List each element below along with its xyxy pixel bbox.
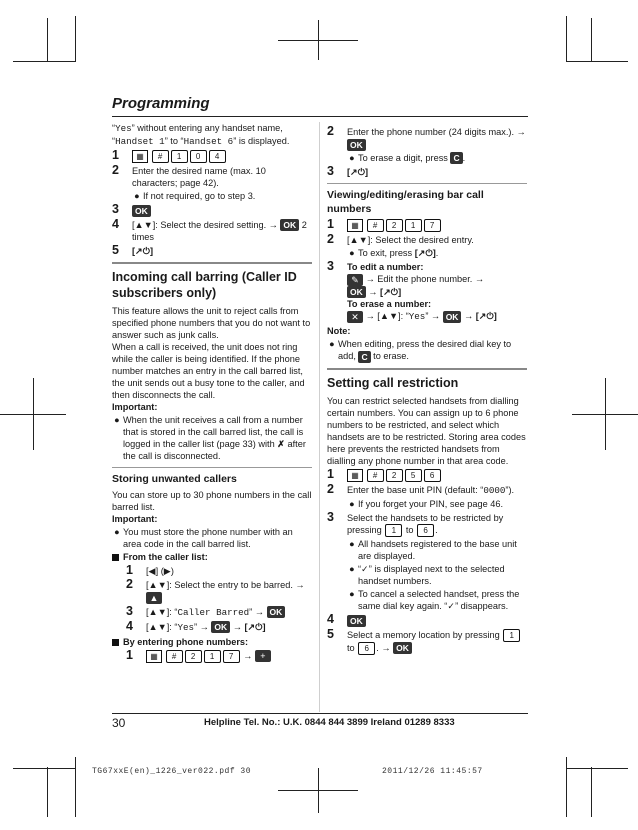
crop-mark — [566, 16, 567, 61]
v-step-1: 1 ▦ # 2 1 7 — [327, 219, 527, 232]
sr-step-1: 1 ▦ # 2 5 6 — [327, 469, 527, 482]
dial-key: 1 — [204, 650, 221, 663]
barred-icon: ✗ — [277, 439, 285, 450]
header-rule — [112, 116, 528, 117]
step-1: 1 ▦ # 1 0 4 — [112, 150, 312, 163]
bullet: ● To cancel a selected handset, press the same dial key again. “✓” disappears. — [349, 589, 520, 611]
dial-key: 2 — [386, 219, 403, 232]
section-title-restriction: Setting call restriction — [327, 375, 459, 390]
bullet: ● To erase a digit, press C . — [349, 152, 466, 164]
off-key: [↗⏻] — [414, 248, 436, 259]
ok-key: OK — [267, 606, 286, 618]
save-icon: ▲ — [146, 592, 162, 604]
crop-mark — [591, 767, 592, 817]
step-4: 4 [▲▼]: Select the desired setting. → OK 2 times — [112, 216, 307, 243]
dial-key: 1 — [405, 219, 422, 232]
ok-key: OK — [347, 615, 366, 627]
crop-mark — [75, 16, 76, 61]
step-2: 2 Enter the desired name (max. 10 characters; page 42). ● If not required, go to step 3. — [112, 165, 312, 202]
r-step-3: 3 [↗⏻] — [327, 164, 369, 179]
section-title-viewing: Viewing/editing/erasing bar call numbers — [327, 189, 484, 216]
v-step-2: 2 [▲▼]: Select the desired entry. ● To exit, press [↗⏻]. — [327, 234, 527, 259]
erase-icon: ✕ — [347, 311, 363, 323]
bullet: ● If not required, go to step 3. — [134, 191, 256, 202]
bullet: ● If you forget your PIN, see page 46. — [349, 498, 504, 509]
ok-key: OK — [347, 286, 366, 298]
subheading-by-entering: By entering phone numbers: — [112, 636, 312, 648]
ok-key: OK — [393, 642, 412, 654]
note-label: Note: — [327, 326, 351, 337]
crop-mark — [318, 20, 319, 60]
dial-key: 7 — [424, 219, 441, 232]
crop-mark — [566, 61, 628, 62]
section-rule — [327, 183, 527, 184]
sr-step-2: 2 Enter the base unit PIN (default: “0000”). ● If you forget your PIN, see page 46. — [327, 484, 527, 510]
dial-key: # — [367, 469, 384, 482]
ok-key: OK — [280, 219, 299, 231]
fc-step-4: 4 [▲▼]: “Yes” → OK → [↗⏻] — [126, 618, 266, 633]
sr-step-3: 3 Select the handsets to be restricted by pressing 1 to 6 . ● All handsets registered to the base unit are displayed. ● “✓” is displayed next to the selected handset numbers. ● To cancel a selected handset, press the same dial key again. “✓” disappears. — [327, 512, 527, 612]
menu-icon: ▦ — [347, 469, 363, 482]
step-3: 3 OK — [112, 204, 312, 217]
fc-step-1: 1 [◀] (▶) — [126, 563, 174, 578]
menu-icon: ▦ — [146, 650, 162, 663]
bullet: ● To exit, press [↗⏻]. — [349, 248, 439, 259]
section-rule — [112, 467, 312, 468]
menu-icon: ▦ — [132, 150, 148, 163]
crop-mark — [47, 18, 48, 62]
crop-mark — [605, 378, 606, 450]
dial-key: 5 — [405, 469, 422, 482]
dial-key: 6 — [417, 524, 434, 537]
storing-paragraph: You can store up to 30 phone numbers in the call barred list. — [112, 490, 312, 513]
incoming-paragraph-2: When a call is received, the unit does not ring while the caller is being identified. If the phone number matches an entry in the call barred list, the unit sends out a busy tone to the caller, and then disconnects the call. — [112, 342, 305, 401]
dial-key: 6 — [424, 469, 441, 482]
left-column — [112, 122, 312, 665]
footer-rule — [112, 713, 528, 714]
clear-key: C — [358, 351, 370, 363]
subheading-from-caller: From the caller list: — [112, 551, 312, 563]
edit-icon: ✎ — [347, 274, 363, 286]
bullet: ● “✓” is displayed next to the selected handset numbers. — [349, 564, 505, 586]
dial-key: 7 — [223, 650, 240, 663]
step-5: 5 [↗⏻] — [112, 243, 154, 258]
bullet: ● You must store the phone number with an area code in the call barred list. — [114, 527, 293, 550]
bullet: ● When the unit receives a call from a number that is stored in the call barred list, the call is logged in the caller list (page 33) with ✗ after the call is disconnected. — [114, 415, 306, 462]
sr-step-5: 5 Select a memory location by pressing 1 to 6 . → OK — [327, 629, 527, 655]
incoming-paragraph: This feature allows the unit to reject calls from specified phone numbers that you do not want to answer such as junk calls. — [112, 306, 311, 341]
intro-text: “Yes” without entering any handset name, “Handset 1” to “Handset 6” is displayed. — [112, 123, 290, 147]
crop-mark — [13, 61, 76, 62]
crop-mark — [566, 757, 567, 817]
important-label: Important: — [112, 402, 158, 413]
ok-key: OK — [132, 205, 151, 217]
dial-key: 1 — [171, 150, 188, 163]
add-icon: + — [255, 650, 271, 662]
dial-key: 2 — [185, 650, 202, 663]
fc-step-2: 2 [▲▼]: Select the entry to be barred. → ▲ — [126, 577, 305, 603]
ok-key: OK — [443, 311, 462, 323]
dial-key: # — [152, 150, 169, 163]
section-title-storing: Storing unwanted callers — [112, 473, 237, 486]
dial-key: 0 — [190, 150, 207, 163]
off-key: [↗⏻] — [475, 311, 497, 322]
section-title-incoming: Incoming call barring (Caller ID subscribers only) — [112, 270, 297, 301]
menu-icon: ▦ — [347, 219, 363, 232]
file-info: TG67xxE(en)_1226_ver022.pdf 30 — [92, 767, 252, 776]
dial-key: 4 — [209, 150, 226, 163]
dial-key: # — [367, 219, 384, 232]
dial-key: 2 — [386, 469, 403, 482]
crop-mark — [33, 378, 34, 450]
crop-mark — [591, 18, 592, 62]
crop-mark — [318, 768, 319, 813]
be-step-1: 1 ▦ # 2 1 7 → + — [126, 650, 312, 663]
section-rule — [327, 368, 527, 370]
restriction-paragraph: You can restrict selected handsets from dialling certain numbers. You can assign up to 6 phone numbers to be restricted, and select which handsets are to be restricted. Storing area codes here prevents the restricted handsets from dialling any phone number in that area code. — [327, 395, 526, 466]
important-label: Important: — [112, 514, 158, 525]
right-column — [327, 124, 527, 657]
ok-key: OK — [211, 621, 230, 633]
column-divider — [319, 122, 320, 712]
ok-key: OK — [347, 139, 366, 151]
crop-mark — [566, 768, 628, 769]
r-step-2: 2 Enter the phone number (24 digits max.). → OK ● To erase a digit, press C . — [327, 124, 526, 164]
date-info: 2011/12/26 11:45:57 — [382, 767, 483, 776]
dial-key: # — [166, 650, 183, 663]
crop-mark — [75, 757, 76, 817]
off-key: [↗⏻] — [347, 167, 369, 178]
dial-key: 1 — [503, 629, 520, 642]
fc-step-3: 3 [▲▼]: “Caller Barred” → OK — [126, 606, 312, 619]
dial-key: 6 — [358, 642, 375, 655]
off-key: [↗⏻] — [380, 286, 402, 297]
clear-key: C — [450, 152, 462, 164]
dial-key: 1 — [385, 524, 402, 537]
page-title: Programming — [112, 95, 210, 112]
off-key: [↗⏻] — [132, 246, 154, 257]
v-step-3: 3 To edit a number: ✎ → Edit the phone number. → OK → [↗⏻] To erase a number: ✕ → [▲▼]: “Yes” → OK → [↗⏻] — [327, 259, 497, 323]
bullet: ● When editing, press the desired dial key to add, C to erase. — [329, 339, 512, 362]
bullet: ● All handsets registered to the base unit are displayed. — [349, 539, 517, 561]
page-number: 30 — [112, 716, 126, 730]
off-key: [↗⏻] — [244, 621, 266, 632]
crop-mark — [13, 768, 76, 769]
sr-step-4: 4 OK — [327, 614, 527, 627]
section-rule — [112, 262, 312, 264]
crop-mark — [47, 767, 48, 817]
helpline: Helpline Tel. No.: U.K. 0844 844 3899 Ireland 01289 8333 — [204, 717, 455, 728]
